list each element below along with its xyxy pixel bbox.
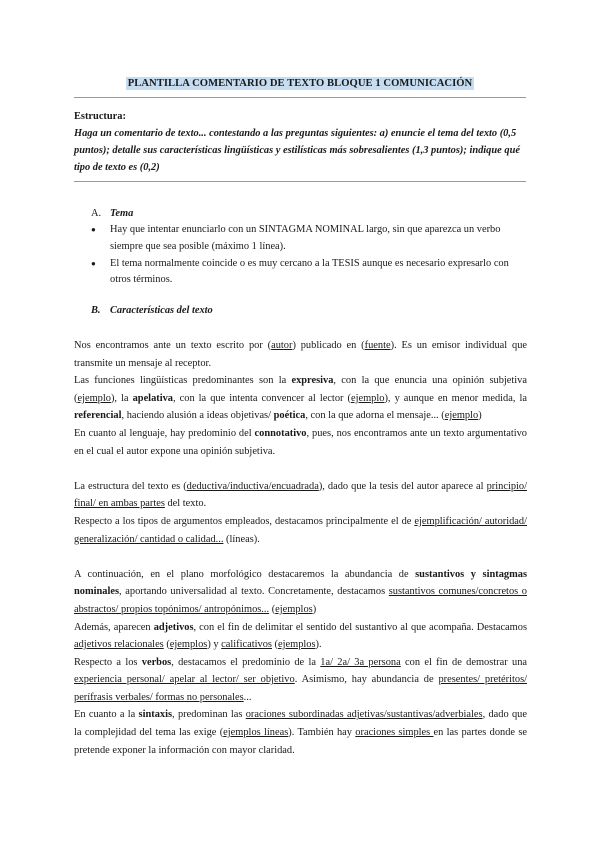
autor-placeholder: autor bbox=[271, 340, 293, 351]
bullet-text: Hay que intentar enunciarlo con un SINTAGMA NOMINAL largo, sin que aparezca un verbo siempre que sea posible (máximo 1 línea). bbox=[110, 224, 501, 252]
paragraph-emisor: Nos encontramos ante un texto escrito por (autor) publicado en (fuente). Es un emisor individual que transmite un mensaje al receptor. bbox=[74, 340, 527, 369]
paragraph-adjetivos: Además, aparecen adjetivos, con el fin de delimitar el sentido del sustantivo al que acompaña. Destacamos adjetivos relacionales (ejemplos) y calificativos (ejemplos). bbox=[74, 621, 527, 651]
section-tema-heading bbox=[91, 206, 511, 222]
section-tema-marker: A. bbox=[91, 208, 102, 219]
section-tema bbox=[91, 206, 511, 289]
paragraph-funciones: Las funciones lingüísticas predominantes son la expresiva, con la que enuncia una opinión subjetiva (ejemplo), la apelativa, con la que intenta convencer al lector (ejemplo), y aunque en menor medida, la referencial, haciendo alusión a ideas objetivas/ poética, con la que adorna el mensaje... (ejemplo) bbox=[74, 375, 527, 422]
divider-top bbox=[74, 97, 526, 98]
page-title: PLANTILLA COMENTARIO DE TEXTO BLOQUE 1 COMUNICACIÓN bbox=[127, 78, 473, 89]
paragraph-sustantivos: A continuación, en el plano morfológico destacaremos la abundancia de sustantivos y sintagmas nominales, aportando universalidad al texto. Concretamente, destacamos sustantivos comunes/concretos o abstractos/ propios topónimos/ antropónimos... (ejemplos) bbox=[74, 568, 527, 615]
paragraph-spacer bbox=[74, 548, 527, 566]
list-item bbox=[91, 256, 511, 290]
bullet-icon: ● bbox=[91, 225, 96, 234]
estructura-label: Estructura: bbox=[74, 111, 126, 122]
list-item bbox=[91, 222, 511, 256]
paragraph-sintaxis: En cuanto a la sintaxis, predominan las oraciones subordinadas adjetivas/sustantivas/adverbiales, dado que la complejidad del tema las exige (ejemplos líneas). También hay oraciones simples en las partes donde se pretende exponer la información con mayor claridad. bbox=[74, 709, 527, 756]
section-caracteristicas-title: Características del texto bbox=[110, 305, 213, 316]
fuente-placeholder: fuente bbox=[364, 340, 391, 351]
paragraph-verbos: Respecto a los verbos, destacamos el predominio de la 1a/ 2a/ 3a persona con el fin de demostrar una experiencia personal/ apelar al lector/ ser objetivo. Asimismo, hay abundancia de presentes/ pretéritos/ perífrasis verbales/ formas no personales... bbox=[74, 656, 527, 703]
section-caracteristicas-heading bbox=[91, 305, 213, 316]
paragraph-estructura: La estructura del texto es (deductiva/inductiva/encuadrada), dado que la tesis del autor aparece al principio/ final/ en ambas partes del texto. bbox=[74, 480, 527, 510]
bullet-icon: ● bbox=[91, 258, 96, 268]
paragraph-argumentos: Respecto a los tipos de argumentos empleados, destacamos principalmente el de ejemplificación/ autoridad/ generalización/ cantidad o calidad... (líneas). bbox=[74, 515, 527, 545]
estructura-text: Haga un comentario de texto... contestando a las preguntas siguientes: a) enuncie el tema del texto (0,5 puntos); detalle sus características lingüísticas y estilísticas más sobresalientes (1,3 puntos); indique qué tipo de texto es (0,2) bbox=[74, 128, 520, 173]
tema-bullet-list bbox=[91, 222, 511, 289]
paragraph-lenguaje: En cuanto al lenguaje, hay predominio del connotativo, pues, nos encontramos ante un texto argumentativo en el cual el autor expone una opinión subjetiva. bbox=[74, 427, 527, 457]
divider-bottom bbox=[74, 181, 526, 182]
section-caracteristicas-marker: B. bbox=[91, 305, 101, 316]
section-tema-title: Tema bbox=[110, 208, 134, 219]
title-container bbox=[0, 73, 600, 91]
estructura-block bbox=[74, 108, 528, 176]
caracteristicas-body bbox=[74, 337, 527, 759]
paragraph-spacer bbox=[74, 460, 527, 478]
bullet-text: El tema normalmente coincide o es muy cercano a la TESIS aunque es necesario expresarlo con otros términos. bbox=[110, 257, 509, 286]
